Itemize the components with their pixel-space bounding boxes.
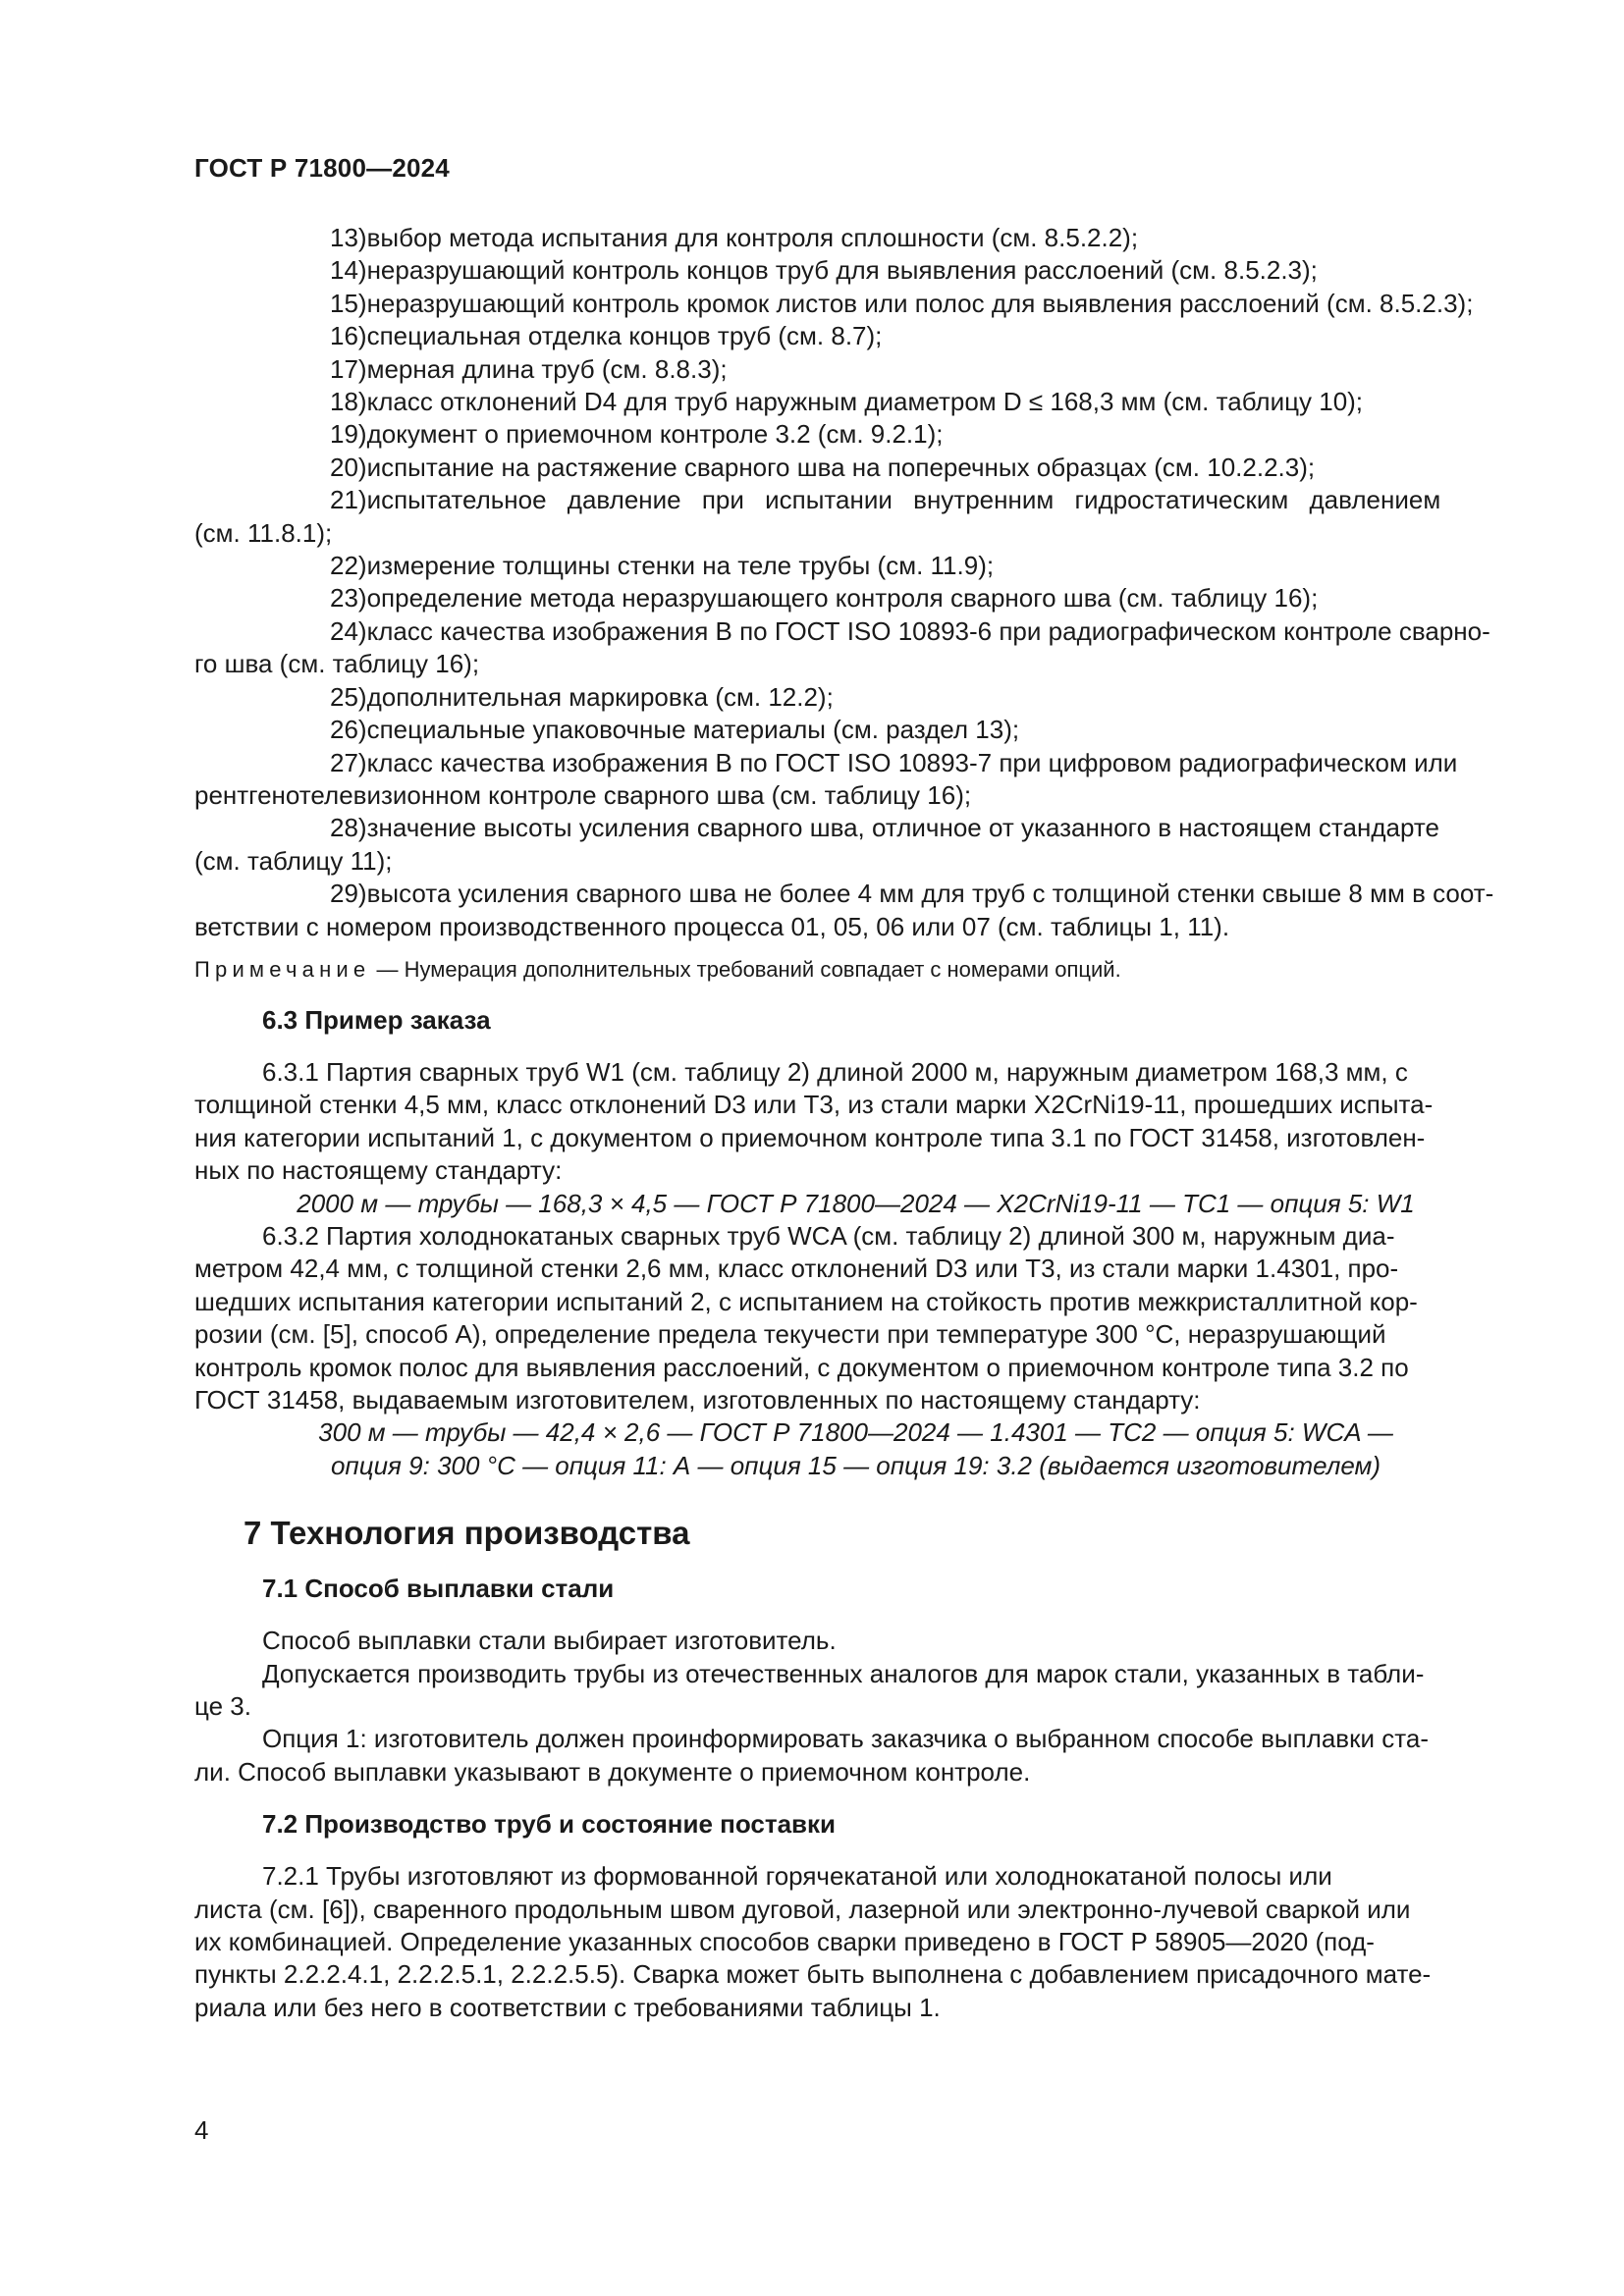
list-item: 27)класс качества изображения B по ГОСТ ISO 10893-7 при цифровом радиографическом или рентгенотелевизионном контроле сварного шва (см. таблицу 16); — [194, 747, 1458, 810]
paragraph-7-1-c: Опция 1: изготовитель должен проинформировать заказчика о выбранном способе выплавки ста- ли. Способ выплавки указывают в документе о приемочном контроле. — [194, 1724, 1429, 1787]
options-list — [194, 222, 1517, 943]
note-text: — Нумерация дополнительных требований совпадает с номерами опций. — [370, 956, 1121, 982]
list-item: 28)значение высоты усиления сварного шва, отличное от указанного в настоящем стандарте (см. таблицу 11); — [194, 813, 1439, 876]
list-item: 18)класс отклонений D4 для труб наружным диаметром D ≤ 168,3 мм (см. таблицу 10); — [330, 387, 1364, 417]
page-number: 4 — [194, 2115, 209, 2145]
list-item: 20)испытание на растяжение сварного шва на поперечных образцах (см. 10.2.2.3); — [330, 452, 1316, 482]
paragraph-7-1-b: Допускается производить трубы из отечественных аналогов для марок стали, указанных в табли- це 3. — [194, 1658, 1425, 1722]
list-item: 23)определение метода неразрушающего контроля сварного шва (см. таблицу 16); — [330, 583, 1319, 614]
page-header-doc-id: ГОСТ Р 71800—2024 — [194, 153, 450, 183]
paragraph-7-2-1: 7.2.1 Трубы изготовляют из формованной горячекатаной или холоднокатаной полосы или листа (см. [6]), сваренного продольным швом дуговой, лазерной или электронно-лучевой сваркой или их комбинацией. Определение указанных способов сварки приведено в ГОСТ Р 58905—2020 (под- пункты 2.2.2.4.1, 2.2.2.5.1, 2.2.2.5.5). Сварка может быть выполнена с добавлением присадочного мате- риала или без него в соответствии с требованиями таблицы 1. — [194, 1861, 1432, 2022]
note-label: Примечание — [194, 956, 371, 982]
list-item: 17)мерная длина труб (см. 8.8.3); — [330, 353, 728, 384]
list-item: 22)измерение толщины стенки на теле трубы (см. 11.9); — [330, 551, 995, 581]
order-example-2: 300 м — трубы — 42,4 × 2,6 — ГОСТ Р 71800—2024 — 1.4301 — TC2 — опция 5: WCA — опция 9: 300 °С — опция 11: А — опция 15 — опция 19: 3.2 (выдается изготовителем) — [318, 1417, 1393, 1480]
list-item: 16)специальная отделка концов труб (см. 8.7); — [330, 321, 883, 351]
section-7-2-title: 7.2 Производство труб и состояние поставки — [262, 1809, 837, 1840]
paragraph-7-1-a: Способ выплавки стали выбирает изготовитель. — [262, 1626, 837, 1656]
list-item: 24)класс качества изображения B по ГОСТ ISO 10893-6 при радиографическом контроле сварно- го шва (см. таблицу 16); — [194, 615, 1490, 679]
list-item: 29)высота усиления сварного шва не более 4 мм для труб с толщиной стенки свыше 8 мм в соот- ветствии с номером производственного процесса 01, 05, 06 или 07 (см. таблицы 1, 11). — [194, 879, 1494, 941]
section-7-title: 7 Технология производства — [244, 1515, 690, 1552]
list-item: 15)неразрушающий контроль кромок листов или полос для выявления расслоений (см. 8.5.2.3); — [330, 288, 1474, 318]
note — [194, 955, 1517, 985]
list-item: 25)дополнительная маркировка (см. 12.2); — [330, 681, 834, 712]
paragraph-6-3-1: 6.3.1 Партия сварных труб W1 (см. таблицу 2) длиной 2000 м, наружным диаметром 168,3 мм, с толщиной стенки 4,5 мм, класс отклонений D3 или T3, из стали марки X2CrNi19-11, прошедших испыта- ния категории испытаний 1, с документом о приемочном контроле типа 3.1 по ГОСТ 31458, изготовлен- ных по настоящему стандарту: — [194, 1056, 1434, 1186]
section-7-1-title: 7.1 Способ выплавки стали — [262, 1574, 615, 1604]
order-example-1: 2000 м — трубы — 168,3 × 4,5 — ГОСТ Р 71800—2024 — X2CrNi19-11 — TC1 — опция 5: W1 — [297, 1188, 1415, 1218]
list-item: 13)выбор метода испытания для контроля сплошности (см. 8.5.2.2); — [330, 223, 1139, 252]
list-item: 19)документ о приемочном контроле 3.2 (см. 9.2.1); — [330, 419, 944, 450]
list-item: 21)испытательное давление при испытании внутренним гидростатическим давлением (см. 11.8.1); — [194, 485, 1441, 548]
page-body — [194, 222, 1517, 2024]
list-item: 14)неразрушающий контроль концов труб для выявления расслоений (см. 8.5.2.3); — [330, 255, 1318, 286]
list-item: 26)специальные упаковочные материалы (см. раздел 13); — [330, 715, 1020, 745]
section-6-3-title: 6.3 Пример заказа — [262, 1004, 491, 1035]
paragraph-6-3-2: 6.3.2 Партия холоднокатаных сварных труб WCA (см. таблицу 2) длиной 300 м, наружным диа- метром 42,4 мм, с толщиной стенки 2,6 мм, класс отклонений D3 или T3, из стали марки 1.4301, про- шедших испытания категории испытаний 2, с испытанием на стойкость против межкристаллитной кор- розии (см. [5], способ А), определение предела текучести при температуре 300 °С, неразрушающий контроль кромок полос для выявления расслоений, с документом о приемочном контроле типа 3.2 по ГОСТ 31458, выдаваемым изготовителем, изготовленных по настоящему стандарту: — [194, 1220, 1418, 1415]
